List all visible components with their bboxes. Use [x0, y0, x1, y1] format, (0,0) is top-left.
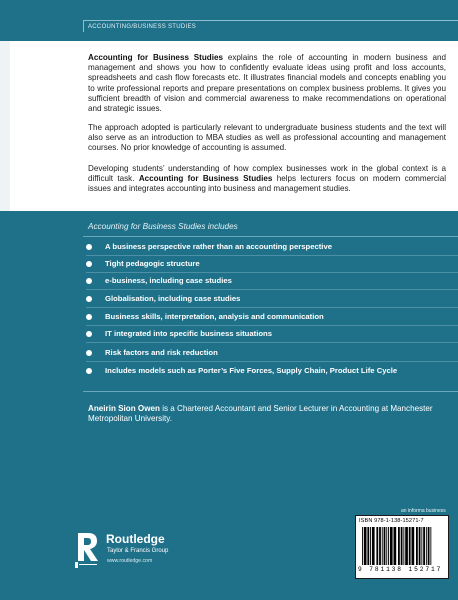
list-item-text: Risk factors and risk reduction — [105, 348, 218, 357]
barcode-bar — [386, 527, 387, 565]
barcode-bar — [421, 527, 422, 565]
list-divider — [86, 325, 458, 326]
barcode-bar — [419, 527, 421, 565]
barcode-bar — [367, 527, 369, 565]
barcode-bar — [401, 527, 403, 565]
informa-label: an informa business — [401, 508, 446, 514]
list-item — [86, 329, 446, 341]
list-item — [86, 312, 446, 324]
description-paragraph-1 — [88, 53, 446, 114]
barcode-bar — [423, 527, 425, 565]
list-item — [86, 294, 446, 306]
barcode-bar — [376, 527, 378, 565]
barcode-bar — [379, 527, 381, 565]
barcode-bar — [428, 527, 430, 565]
barcode-bar — [412, 527, 415, 565]
list-item — [86, 259, 446, 271]
barcode-bar — [372, 527, 375, 565]
publisher-logo — [74, 531, 194, 571]
publisher-group: Taylor & Francis Group — [107, 548, 169, 554]
barcode — [355, 515, 449, 579]
barcode-bar — [370, 527, 371, 565]
includes-rule — [83, 236, 458, 237]
includes-title: Accounting for Business Studies includes — [88, 222, 238, 231]
list-item-text: Business skills, interpretation, analysis and communication — [105, 312, 324, 321]
author-bio — [88, 404, 446, 425]
category-tick — [83, 20, 84, 32]
isbn-label: ISBN 978-1-138-15271-7 — [359, 518, 424, 524]
list-divider — [86, 272, 458, 273]
panel-edge — [0, 41, 10, 211]
bullet-icon — [86, 350, 92, 356]
list-item-text: Tight pedagogic structure — [105, 259, 200, 268]
barcode-bar — [398, 527, 400, 565]
author-name: Aneirin Sion Owen — [88, 404, 160, 413]
barcode-bar — [382, 527, 383, 565]
barcode-bar — [430, 527, 431, 565]
list-item-text: e-business, including case studies — [105, 276, 232, 285]
list-item — [86, 366, 446, 378]
barcode-bar — [364, 527, 367, 565]
category-rule — [83, 20, 458, 21]
p2-text: The approach adopted is particularly relevant to undergraduate business students and the text will also serve as an introduction to MBA studies as well as professional accounting and management courses. No prior knowledge of accounting is assumed. — [88, 123, 446, 153]
p3-text-b: helps lecturers focus on modern commercial issues and integrates accounting into business and management studies. — [88, 174, 446, 194]
list-item — [86, 348, 446, 360]
barcode-bar — [416, 527, 418, 565]
bullet-icon — [86, 278, 92, 284]
bullet-icon — [86, 368, 92, 374]
author-bio-text: is a Chartered Accountant and Senior Lecturer in Accounting at Manchester Metropolitan University. — [88, 404, 433, 424]
p1-text: explains the role of accounting in modern business and management and shows you how to confidently evaluate ideas using profit and loss accounts, spreadsheets and cash flow forecasts etc. It illustrates financial models and concepts enabling you to write professional reports and prepare presentations on complex business problems. It gives you sufficient breadth of vision and commercial awareness to make recommendations on operational and strategic issues. — [88, 53, 446, 114]
bullet-icon — [86, 314, 92, 320]
barcode-bars — [362, 527, 442, 565]
list-divider — [86, 361, 458, 362]
description-paragraph-2 — [88, 123, 446, 154]
bullet-icon — [86, 296, 92, 302]
list-item-text: Includes models such as Porter’s Five Forces, Supply Chain, Product Life Cycle — [105, 366, 398, 375]
list-divider — [86, 289, 458, 290]
list-divider — [86, 255, 458, 256]
publisher-name: Routledge — [106, 532, 165, 546]
book-title-1: Accounting for Business Studies — [88, 53, 224, 62]
barcode-bar — [362, 527, 363, 565]
p3-text-a: Developing students’ understanding of how complex businesses work in the global context is a difficult task. — [88, 164, 446, 184]
bullet-icon — [86, 244, 92, 250]
barcode-bar — [390, 527, 393, 565]
barcode-bar — [384, 527, 386, 565]
bullet-icon — [86, 331, 92, 337]
list-divider — [86, 307, 458, 308]
list-item-text: IT integrated into specific business situations — [105, 329, 273, 338]
book-title-2: Accounting for Business Studies — [138, 174, 273, 184]
description-paragraph-3 — [88, 164, 446, 195]
barcode-bar — [388, 527, 389, 565]
publisher-url: www.routledge.com — [107, 558, 153, 564]
author-rule — [83, 391, 458, 392]
barcode-bar — [409, 527, 411, 565]
list-item-text: A business perspective rather than an accounting perspective — [105, 242, 332, 251]
barcode-bar — [426, 527, 427, 565]
barcode-digits: 9 781138 152717 — [358, 566, 443, 573]
list-item — [86, 242, 446, 254]
list-divider — [86, 342, 458, 343]
barcode-bar — [394, 527, 397, 565]
list-item-text: Globalisation, including case studies — [105, 294, 241, 303]
list-item — [86, 276, 446, 288]
bullet-icon — [86, 261, 92, 267]
barcode-bar — [403, 527, 404, 565]
barcode-bar — [405, 527, 408, 565]
routledge-logo-icon — [74, 531, 102, 569]
category-label: ACCOUNTING/BUSINESS STUDIES — [88, 24, 197, 30]
